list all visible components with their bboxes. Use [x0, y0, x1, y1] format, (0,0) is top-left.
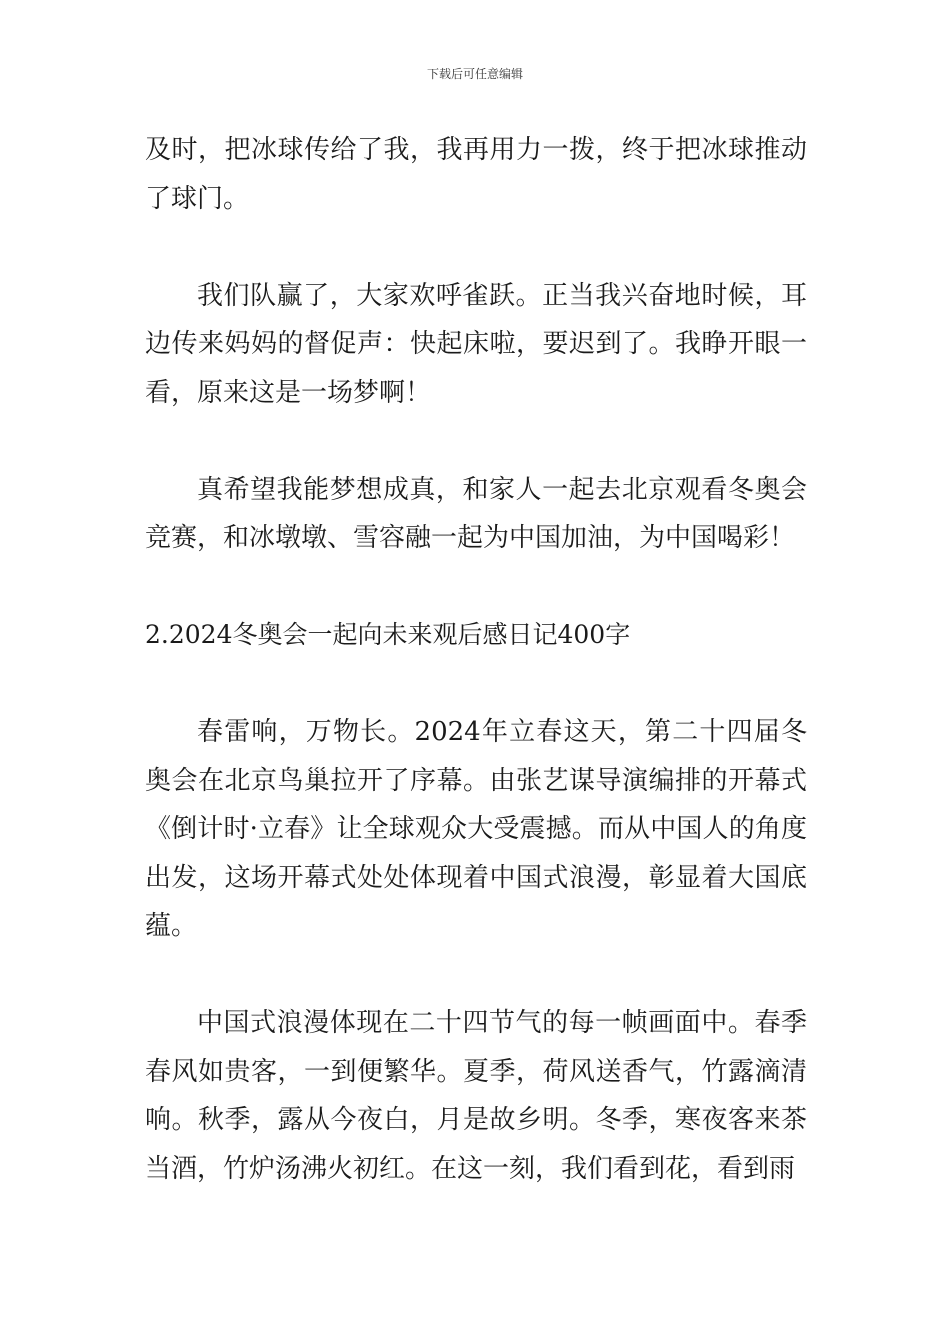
page-header-note: 下载后可任意编辑 — [426, 67, 523, 81]
section-heading: 2.2024冬奥会一起向未来观后感日记400字 — [145, 620, 631, 649]
paragraph-opening-ceremony: 春雷响，万物长。2024年立春这天，第二十四届冬奥会在北京鸟巢拉开了序幕。由张艺谋导演编排的开幕式《倒计时·立春》让全球观众大受震撼。而从中国人的角度出发，这场开幕式处处体现着中国式浪漫，彰显着大国底蕴。 — [145, 717, 807, 941]
paragraph-dream-end: 我们队赢了，大家欢呼雀跃。正当我兴奋地时候，耳边传来妈妈的督促声：快起床啦，要迟到了。我睁开眼一看，原来这是一场梦啊！ — [145, 280, 807, 408]
paragraph-wish: 真希望我能梦想成真，和家人一起去北京观看冬奥会竞赛，和冰墩墩、雪容融一起为中国加油，为中国喝彩！ — [145, 474, 807, 553]
paragraph-solar-terms: 中国式浪漫体现在二十四节气的每一帧画面中。春季春风如贵客，一到便繁华。夏季，荷风送香气，竹露滴清响。秋季，露从今夜白，月是故乡明。冬季，寒夜客来茶当酒，竹炉汤沸火初红。在这一刻，我们看到花，看到雨 — [145, 1008, 807, 1184]
paragraph-continued: 及时，把冰球传给了我，我再用力一拨，终于把冰球推动了球门。 — [145, 135, 807, 214]
document-body — [145, 126, 807, 1242]
